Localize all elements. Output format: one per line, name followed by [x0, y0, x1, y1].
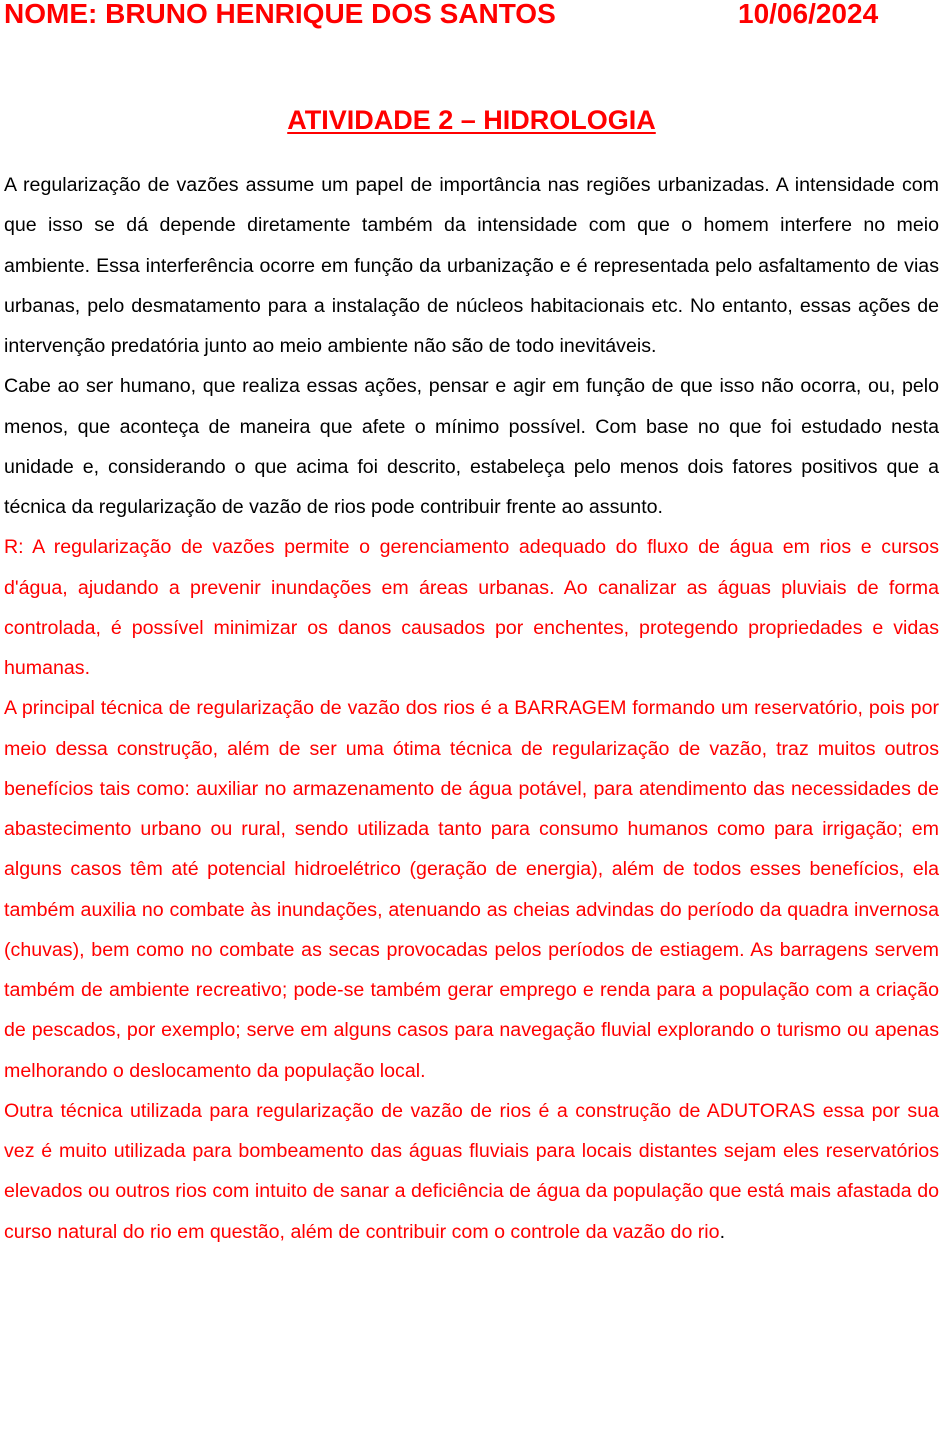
document-date: 10/06/2024: [738, 0, 879, 29]
document-header: [4, 0, 939, 34]
answer-final-period: .: [719, 1220, 726, 1243]
student-name: NOME: BRUNO HENRIQUE DOS SANTOS: [4, 0, 556, 29]
answer-paragraph-1: R: A regularização de vazões permite o gerenciamento adequado do fluxo de água em rios e cursos d'água, ajudando a prevenir inundações em áreas urbanas. Ao canalizar as águas pluviais de forma controlada, é possível minimizar os danos causados por enchentes, protegendo propriedades e vidas humanas.: [4, 536, 939, 679]
question-paragraph-1: A regularização de vazões assume um papel de importância nas regiões urbanizadas. A intensidade com que isso se dá depende diretamente também da intensidade com que o homem interfere no meio ambiente. Essa interferência ocorre em função da urbanização e é representada pelo asfaltamento de vias urbanas, pelo desmatamento para a instalação de núcleos habitacionais etc. No entanto, essas ações de intervenção predatória junto ao meio ambiente não são de todo inevitáveis.: [4, 174, 939, 357]
answer-paragraph-2: A principal técnica de regularização de vazão dos rios é a BARRAGEM formando um reservatório, pois por meio dessa construção, além de ser uma ótima técnica de regularização de vazão, traz muitos outros benefícios tais como: auxiliar no armazenamento de água potável, para atendimento das necessidades de abastecimento urbano ou rural, sendo utilizada tanto para consumo humanos como para irrigação; em alguns casos têm até potencial hidroelétrico (geração de energia), além de todos esses benefícios, ela também auxilia no combate às inundações, atenuando as cheias advindas do período da quadra invernosa (chuvas), bem como no combate as secas provocadas pelos períodos de estiagem. As barragens servem também de ambiente recreativo; pode-se também gerar emprego e renda para a população com a criação de pescados, por exemplo; serve em alguns casos para navegação fluvial explorando o turismo ou apenas melhorando o deslocamento da população local.: [4, 697, 939, 1082]
document-body: [4, 165, 939, 1252]
page-title: ATIVIDADE 2 – HIDROLOGIA: [287, 105, 656, 135]
answer-paragraph-3-container: [4, 1091, 939, 1252]
answer-paragraph-3: Outra técnica utilizada para regularização de vazão de rios é a construção de ADUTORAS essa por sua vez é muito utilizada para bombeamento das águas fluviais para locais distantes sejam eles reservatórios elevados ou outros rios com intuito de sanar a deficiência de água da população que está mais afastada do curso natural do rio em questão, além de contribuir com o controle da vazão do rio: [4, 1099, 939, 1243]
question-paragraph-2: Cabe ao ser humano, que realiza essas ações, pensar e agir em função de que isso não ocorra, ou, pelo menos, que aconteça de maneira que afete o mínimo possível. Com base no que foi estudado nesta unidade e, considerando o que acima foi descrito, estabeleça pelo menos dois fatores positivos que a técnica da regularização de vazão de rios pode contribuir frente ao assunto.: [4, 375, 939, 518]
